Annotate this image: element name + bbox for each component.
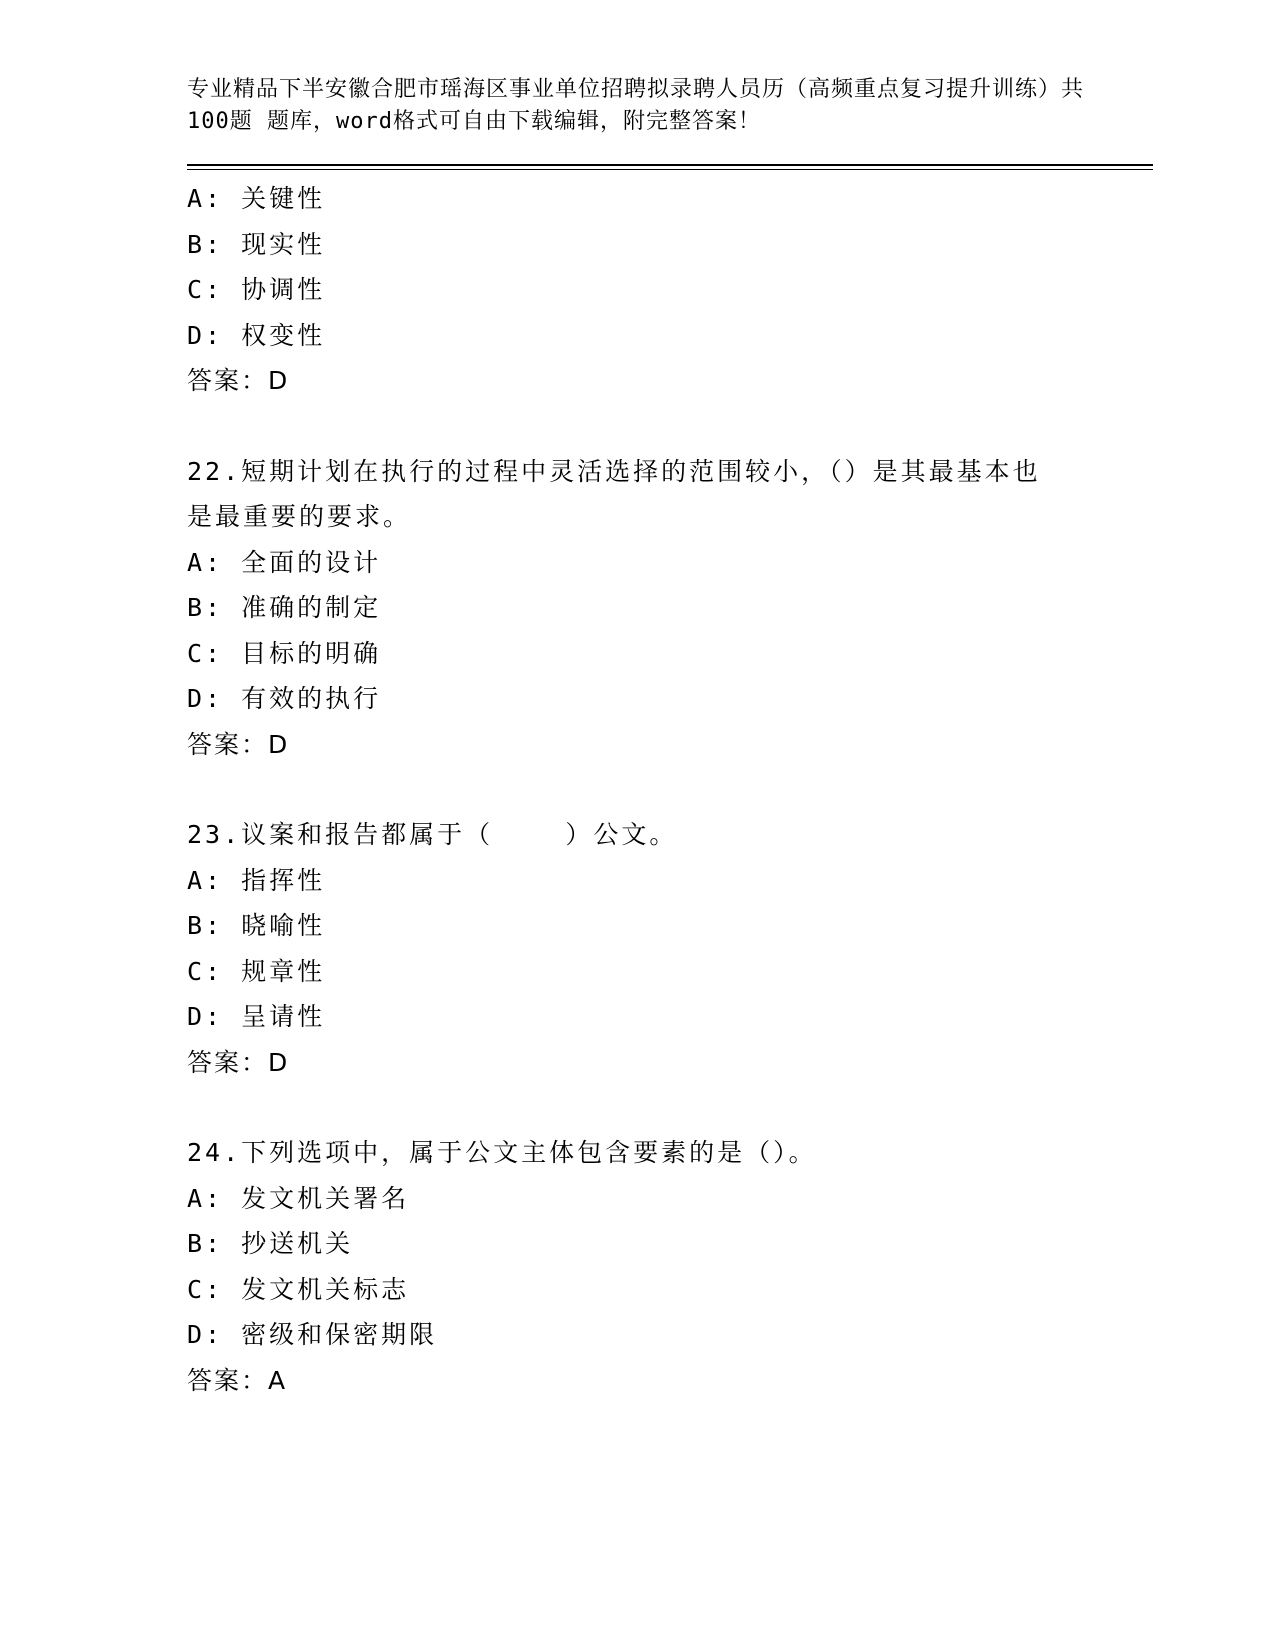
- question-text: 23.议案和报告都属于（ ）公文。: [187, 820, 678, 849]
- question-list: [187, 176, 1153, 1403]
- option-c: C: 协调性: [187, 275, 326, 304]
- option-b: B: 准确的制定: [187, 593, 382, 622]
- option-b: B: 晓喻性: [187, 911, 326, 940]
- option-b: B: 抄送机关: [187, 1229, 354, 1258]
- option-d: D: 有效的执行: [187, 684, 382, 713]
- option-b: B: 现实性: [187, 229, 326, 259]
- option-d: D: 权变性: [187, 320, 326, 350]
- option-a: A: 发文机关署名: [187, 1183, 410, 1213]
- option-c: C: 规章性: [187, 956, 326, 986]
- question-block-22: [187, 449, 1153, 768]
- answer-line: 答案：D: [187, 366, 290, 395]
- question-spacer: [187, 404, 1153, 449]
- question-spacer: [187, 1085, 1153, 1130]
- option-a: A: 全面的设计: [187, 547, 382, 577]
- answer-line: 答案：A: [187, 1365, 288, 1395]
- answer-line: 答案：D: [187, 729, 290, 759]
- question-text: 24.下列选项中，属于公文主体包含要素的是（）。: [187, 1138, 817, 1167]
- answer-line: 答案：D: [187, 1047, 290, 1077]
- question-text: 22.短期计划在执行的过程中灵活选择的范围较小，（）是其最基本也是最重要的要求。: [187, 456, 1041, 531]
- document-header-title: 专业精品下半安徽合肥市瑶海区事业单位招聘拟录聘人员历（高频重点复习提升训练）共100题 题库，word格式可自由下载编辑，附完整答案！: [187, 77, 1085, 134]
- option-a: A: 关键性: [187, 184, 326, 213]
- option-c: C: 目标的明确: [187, 638, 382, 668]
- document-page: [187, 74, 1153, 1403]
- question-block-23: [187, 812, 1153, 1085]
- question-block-24: [187, 1130, 1153, 1403]
- option-a: A: 指挥性: [187, 865, 326, 895]
- header-divider: [187, 164, 1153, 166]
- option-c: C: 发文机关标志: [187, 1274, 410, 1304]
- option-d: D: 密级和保密期限: [187, 1320, 438, 1349]
- question-spacer: [187, 767, 1153, 812]
- question-block-21: [187, 176, 1153, 404]
- option-d: D: 呈请性: [187, 1002, 326, 1031]
